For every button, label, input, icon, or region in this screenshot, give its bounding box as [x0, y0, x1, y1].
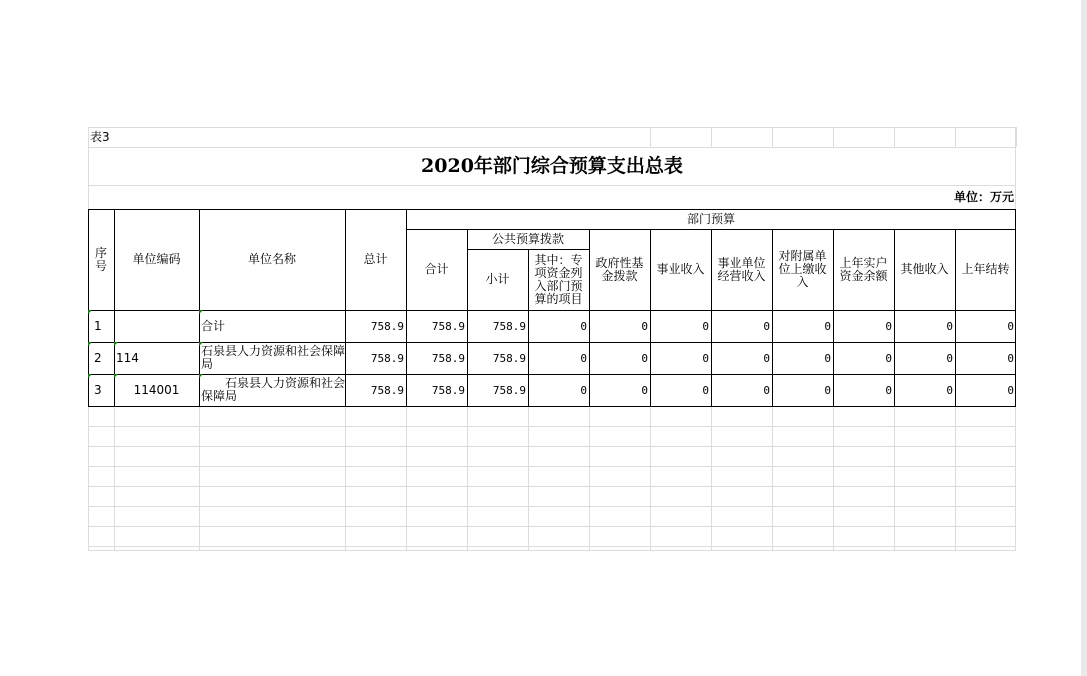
cell-bal[interactable]: 0	[885, 319, 892, 333]
cell-marker-icon	[114, 374, 118, 378]
cell-marker-icon	[199, 310, 203, 314]
cell-sum[interactable]: 758.9	[431, 319, 465, 333]
cell-marker-icon	[88, 374, 92, 378]
cell-bal[interactable]: 0	[885, 383, 892, 397]
gridline	[88, 185, 1016, 186]
cell-subtotal[interactable]: 758.9	[492, 383, 526, 397]
cell-name[interactable]: 合计	[201, 318, 226, 333]
gridline	[88, 546, 1016, 547]
gridline	[88, 127, 1016, 128]
header-last-year-carry: 上年结转	[961, 262, 1010, 276]
header-seq: 序号	[94, 245, 107, 273]
gridline	[88, 446, 1016, 447]
cell-total[interactable]: 758.9	[370, 319, 404, 333]
gridline	[711, 127, 712, 147]
cell-other[interactable]: 0	[946, 351, 953, 365]
cell-code[interactable]	[114, 310, 199, 342]
gridline	[650, 127, 651, 147]
gridline	[88, 506, 1016, 507]
scrollbar[interactable]	[1081, 0, 1087, 676]
cell-special[interactable]: 0	[580, 383, 587, 397]
gridline	[199, 406, 200, 551]
cell-sum[interactable]: 758.9	[431, 351, 465, 365]
gridline	[894, 127, 895, 147]
gridline	[88, 526, 1016, 527]
cell-special[interactable]: 0	[580, 351, 587, 365]
header-total: 总计	[363, 252, 388, 266]
gridline	[114, 406, 115, 551]
cell-bal[interactable]: 0	[885, 351, 892, 365]
header-unit-code: 单位编码	[132, 252, 181, 266]
gridline	[711, 406, 712, 551]
header-special: 其中：专项资金列入部门预算的项目	[534, 252, 583, 306]
cell-seq[interactable]: 3	[94, 382, 102, 397]
gridline	[589, 406, 590, 551]
cell-sum[interactable]: 758.9	[431, 383, 465, 397]
gridline	[955, 127, 956, 147]
gridline	[88, 426, 1016, 427]
gridline	[345, 406, 346, 551]
cell-marker-icon	[199, 374, 203, 378]
gridline	[88, 406, 89, 551]
cell-total[interactable]: 758.9	[370, 351, 404, 365]
cell-seq[interactable]: 1	[94, 318, 102, 333]
cell-biz[interactable]: 0	[702, 319, 709, 333]
border	[88, 406, 1016, 407]
cell-marker-icon	[88, 342, 92, 346]
cell-code[interactable]: 114001	[133, 382, 180, 397]
gridline	[894, 406, 895, 551]
gridline	[1015, 406, 1016, 551]
header-last-year-balance: 上年实户资金余额	[839, 255, 888, 283]
header-sum: 合计	[424, 262, 449, 276]
cell-name[interactable]: 石泉县人力资源和社会保障局	[201, 376, 345, 403]
cell-gov[interactable]: 0	[641, 383, 648, 397]
gridline	[406, 406, 407, 551]
cell-carry[interactable]: 0	[1007, 383, 1014, 397]
unit-label: 单位：万元	[953, 189, 1014, 204]
header-public-budget: 公共预算拨款	[491, 231, 564, 246]
cell-other[interactable]: 0	[946, 319, 953, 333]
cell-name[interactable]: 石泉县人力资源和社会保障局	[201, 344, 345, 371]
cell-carry[interactable]: 0	[1007, 351, 1014, 365]
header-subordinate-income: 对附属单位上缴收入	[778, 249, 827, 289]
cell-subtotal[interactable]: 758.9	[492, 319, 526, 333]
page-title: 2020年部门综合预算支出总表	[421, 154, 683, 177]
cell-gov[interactable]: 0	[641, 319, 648, 333]
cell-special[interactable]: 0	[580, 319, 587, 333]
gridline	[88, 550, 1016, 551]
cell-sub[interactable]: 0	[824, 319, 831, 333]
gridline	[833, 406, 834, 551]
cell-marker-icon	[88, 310, 92, 314]
cell-bizunit[interactable]: 0	[763, 319, 770, 333]
gridline	[772, 406, 773, 551]
cell-bizunit[interactable]: 0	[763, 383, 770, 397]
gridline	[650, 406, 651, 551]
spreadsheet	[88, 127, 1016, 551]
gridline	[772, 127, 773, 147]
header-business-unit-income: 事业单位经营收入	[717, 255, 766, 283]
cell-seq[interactable]: 2	[94, 350, 102, 365]
cell-sub[interactable]: 0	[824, 383, 831, 397]
header-gov-fund: 政府性基金拨款	[595, 255, 644, 283]
header-unit-name: 单位名称	[247, 252, 296, 266]
header-dept-budget: 部门预算	[686, 211, 735, 226]
cell-gov[interactable]: 0	[641, 351, 648, 365]
cell-bizunit[interactable]: 0	[763, 351, 770, 365]
cell-code[interactable]: 114	[116, 350, 139, 365]
cell-total[interactable]: 758.9	[370, 383, 404, 397]
gridline	[467, 406, 468, 551]
cell-biz[interactable]: 0	[702, 351, 709, 365]
cell-carry[interactable]: 0	[1007, 319, 1014, 333]
gridline	[88, 486, 1016, 487]
cell-other[interactable]: 0	[946, 383, 953, 397]
gridline	[955, 406, 956, 551]
header-other-income: 其他收入	[900, 262, 949, 276]
header-subtotal: 小计	[485, 272, 510, 286]
sheet-label: 表3	[90, 129, 110, 144]
cell-marker-icon	[199, 342, 203, 346]
gridline	[88, 466, 1016, 467]
cell-biz[interactable]: 0	[702, 383, 709, 397]
cell-sub[interactable]: 0	[824, 351, 831, 365]
gridline	[1016, 127, 1017, 147]
header-business-income: 事业收入	[656, 262, 705, 276]
cell-marker-icon	[114, 342, 118, 346]
cell-subtotal[interactable]: 758.9	[492, 351, 526, 365]
gridline	[833, 127, 834, 147]
gridline	[528, 406, 529, 551]
